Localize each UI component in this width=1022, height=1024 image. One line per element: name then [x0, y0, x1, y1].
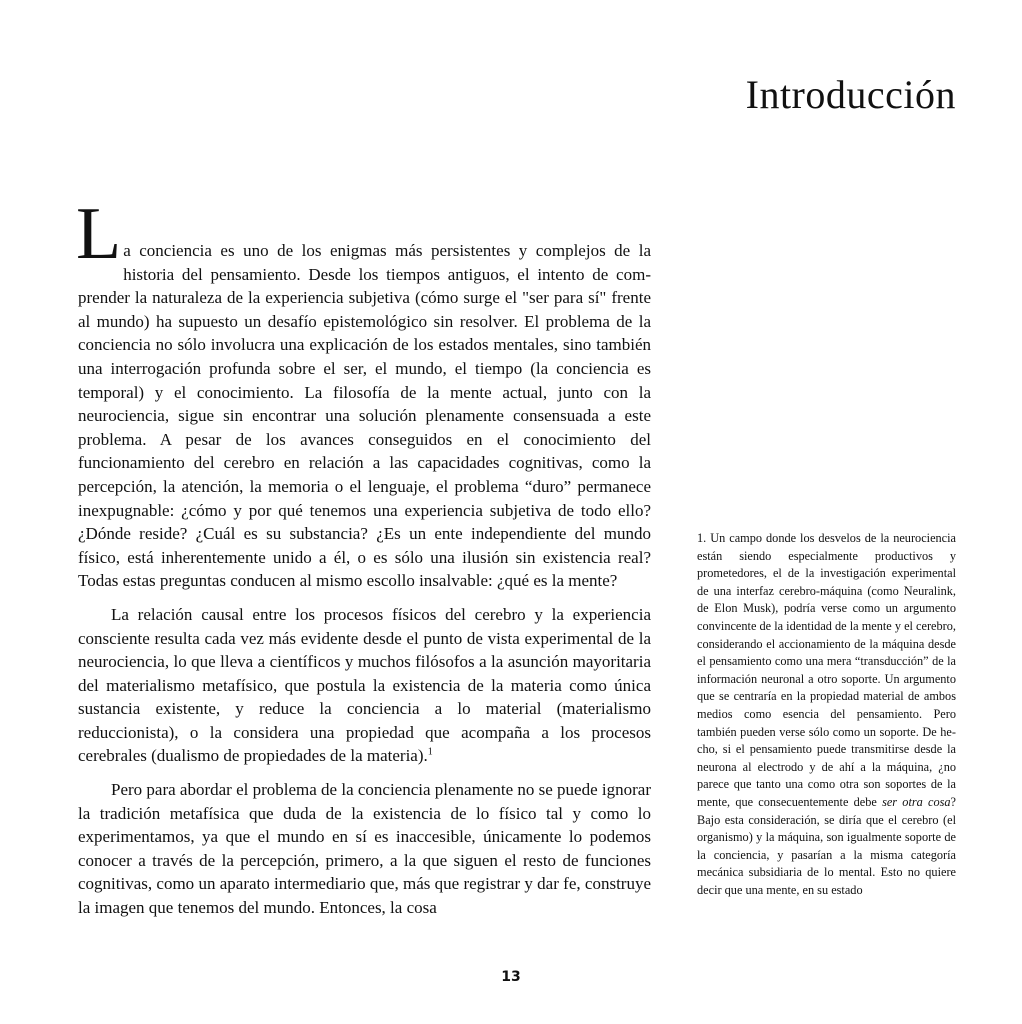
footnote-number: 1.	[697, 531, 707, 545]
footnote-reference[interactable]: 1	[427, 746, 433, 758]
footnote-column	[697, 530, 956, 899]
paragraph-3: Pero para abordar el problema de la conciencia plenamente no se puede ignorar la tradición metafísica que duda de la existencia de lo físico tal y como lo experimentamos, ya que el mundo en sí es inaccesible, únicamente lo podemos conocer a través de la percepción, primero, a la que siguen el resto de funciones cognitivas, como un aparato intermediario que, más que registrar y dar fe, construye la imagen que tenemos del mundo. Entonces, la cosa	[78, 780, 651, 918]
footnote-text-part-1: Un campo donde los desvelos de la neurociencia están siendo especialmente productivos y prometedores, el de la investigación experimental de una interfaz cerebro-máquina (como Neuralink, de Elon Musk), podría verse como un argumento convincente de la identidad de la mente y el cerebro, considerando el accionamiento de la máquina desde el pensamiento como una mera “transducción” de la información neuronal a otro soporte. Un argumento que se centraría en la propiedad material de ambos medios como esencia del pensamiento. Pero también pueden verse sólo como un soporte. De hecho, si el pensamiento puede transmitirse desde la neurona al electrodo y de ahí a la máquina, ¿no parece que tanto una como otra son soportes de la mente, que consecuentemente debe	[697, 531, 957, 809]
main-text-column	[76, 193, 651, 930]
paragraph-2-text: La relación causal entre los procesos físicos del cerebro y la experiencia consciente resulta cada vez más evidente desde el punto de vista experimental de la neurociencia, lo que lleva a científicos y muchos filósofos a la asunción mayoritaria del materialismo metafísico, que postula la existencia de la materia como única sustancia existente, y reduce la conciencia a lo material (materialismo reduccionista), o la considera una propiedad que acompaña a los procesos cerebrales (dualismo de propiedades de la materia).	[78, 604, 651, 766]
chapter-title: Introducción	[745, 72, 956, 117]
footnote-italic-text: ser otra cosa	[882, 794, 951, 809]
paragraph-2	[78, 603, 651, 768]
drop-cap: L	[76, 193, 122, 275]
page-number: 13	[501, 969, 521, 985]
footnote-1	[697, 530, 956, 899]
opening-paragraph	[76, 193, 651, 593]
footnote-text-part-2: ? Bajo esta consideración, se diría que el cerebro (el organismo) y la máquina, son igualmente soporte de la conciencia, y pasarían a la misma categoría mecánica subsidiaria de lo mental. Esto no quiere decir que una mente, en su estado	[697, 794, 957, 897]
paragraph-1-text: a conciencia es uno de los enigmas más persistentes y complejos de la historia del pensamiento. Desde los tiempos antiguos, el intento de comprender la naturaleza de la experiencia subjetiva (cómo surge el "ser para sí" frente al mundo) ha supuesto un desafío epistemológico sin resolver. El problema de la conciencia no sólo involucra una explicación de los estados mentales, sino también una interrogación profunda sobre el ser, el mundo, el tiempo (la conciencia es temporal) y el conocimiento. La filosofía de la mente actual, junto con la neurociencia, sigue sin encontrar una solución plenamente consensuada a este problema. A pesar de los avances conseguidos en el conocimiento del funcionamiento del cerebro en relación a las capacidades cognitivas, como la percepción, la atención, la memoria o el lenguaje, el problema “duro” permanece inexpugnable: ¿cómo y por qué tenemos una experiencia subjetiva de todo ello? ¿Dónde reside? ¿Cuál es su substancia? ¿Es un ente independiente del mundo físico, está inherentemente unido a él, o es sólo una ilusión sin existencia real? Todas estas preguntas conducen al mismo escollo insalvable: ¿qué es la mente?	[78, 241, 651, 591]
